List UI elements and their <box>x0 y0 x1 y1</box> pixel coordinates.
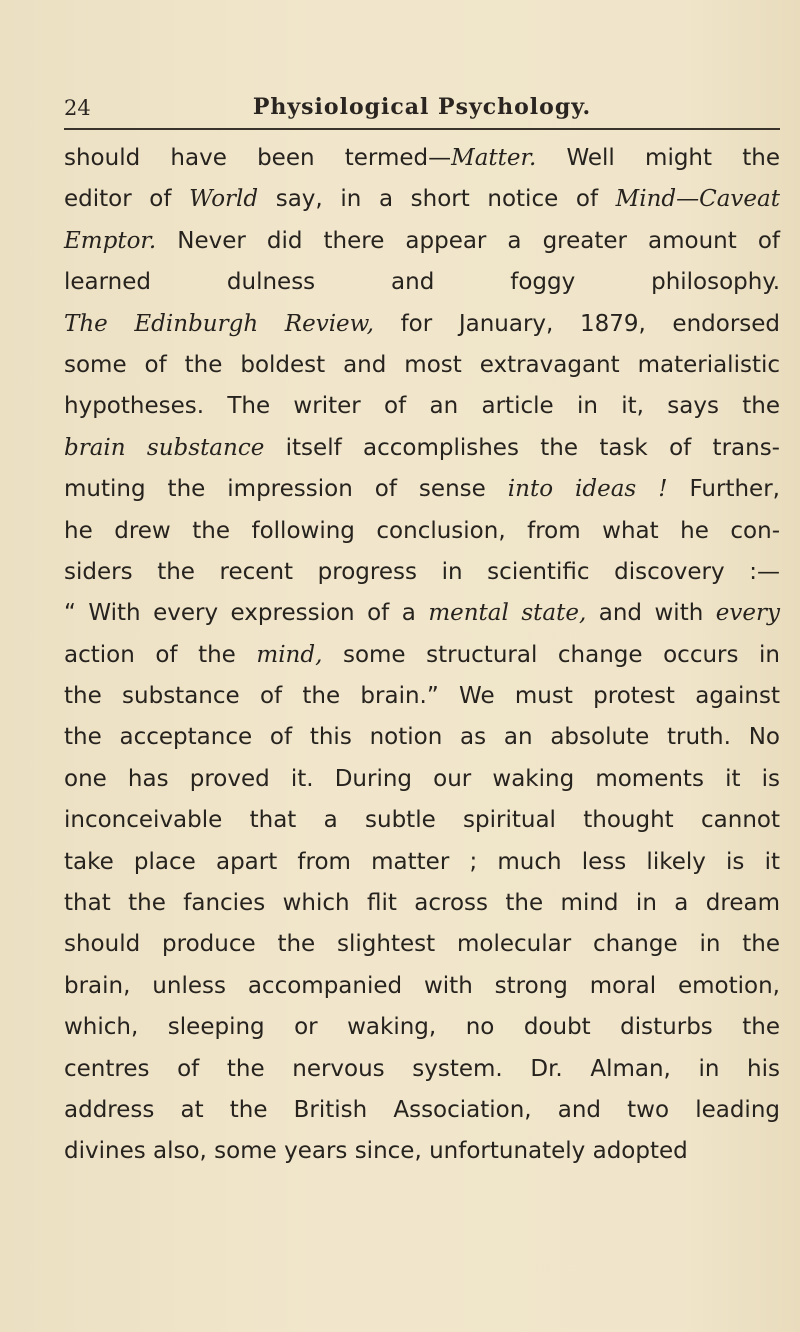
text-run: action of the <box>64 641 257 668</box>
text-run: take place apart from matter ; much less likely is it <box>64 848 780 875</box>
text-run: the substance of the brain.” We must protest against <box>64 683 780 710</box>
text-line <box>64 386 780 427</box>
text-run: the acceptance of this notion as an absolute truth. No <box>64 724 780 751</box>
text-line <box>64 842 780 883</box>
italic-run: every <box>715 600 780 627</box>
text-line <box>64 1131 780 1172</box>
text-run: “ With every expression of a <box>64 600 429 627</box>
text-line <box>64 1049 780 1090</box>
text-run: hypotheses. The writer of an article in it, says the <box>64 393 780 420</box>
italic-run: The Edinburgh Review, <box>64 310 374 337</box>
text-line <box>64 304 780 345</box>
text-run: he drew the following conclusion, from what he con- <box>64 517 780 544</box>
text-run: that the fancies which flit across the mind in a dream <box>64 890 780 917</box>
italic-run: brain substance <box>64 434 265 461</box>
text-line <box>64 221 780 262</box>
text-line <box>64 552 780 593</box>
text-line <box>64 262 780 303</box>
text-line <box>64 511 780 552</box>
text-line <box>64 179 780 220</box>
italic-run: Emptor. <box>64 227 157 254</box>
header-rule <box>64 128 780 130</box>
text-run: say, in a short notice of <box>258 186 616 213</box>
italic-run: Mind—Caveat <box>615 186 780 213</box>
text-line <box>64 717 780 758</box>
text-run: brain, unless accompanied with strong moral emotion, <box>64 972 780 999</box>
text-run: muting the impression of sense <box>64 476 508 503</box>
running-head <box>64 96 780 136</box>
text-line <box>64 966 780 1007</box>
text-line <box>64 345 780 386</box>
text-line <box>64 1007 780 1048</box>
text-run: and with <box>586 600 716 627</box>
text-run: itself accomplishes the task of trans- <box>264 434 780 461</box>
text-line <box>64 428 780 469</box>
running-title: Physiological Psychology. <box>252 94 592 120</box>
text-run: learned dulness and foggy philosophy. <box>64 269 780 296</box>
text-run: some of the boldest and most extravagant materialistic <box>64 351 780 378</box>
italic-run: mental state, <box>428 600 587 627</box>
text-line <box>64 800 780 841</box>
text-run: Well might the <box>536 145 780 171</box>
text-line <box>64 593 780 634</box>
text-line <box>64 469 780 510</box>
text-run: for January, 1879, endorsed <box>373 310 781 337</box>
text-run: divines also, some years since, unfortunately adopted <box>64 1138 688 1165</box>
text-run: which, sleeping or waking, no doubt disturbs the <box>64 1014 780 1041</box>
text-line <box>64 759 780 800</box>
text-run: one has proved it. During our waking moments it is <box>64 765 780 792</box>
text-line <box>64 138 780 179</box>
text-line <box>64 1090 780 1131</box>
italic-run: World <box>189 186 259 213</box>
text-run: Never did there appear a greater amount of <box>156 227 780 254</box>
text-line <box>64 924 780 965</box>
text-run: should have been termed— <box>64 145 452 171</box>
body-text <box>64 138 780 1173</box>
text-run: editor of <box>64 186 190 213</box>
italic-run: into ideas ! <box>507 476 668 503</box>
text-run: Further, <box>667 476 780 503</box>
italic-run: mind, <box>256 641 323 668</box>
text-run: centres of the nervous system. Dr. Alman, in his <box>64 1055 780 1082</box>
italic-run: Matter. <box>451 145 537 171</box>
text-line <box>64 883 780 924</box>
text-run: inconceivable that a subtle spiritual thought cannot <box>64 807 780 834</box>
page-number: 24 <box>64 96 91 120</box>
text-run: some structural change occurs in <box>322 641 780 668</box>
text-run: address at the British Association, and two leading <box>64 1096 780 1123</box>
text-line <box>64 676 780 717</box>
text-run: siders the recent progress in scientific discovery :— <box>64 558 780 585</box>
text-line <box>64 635 780 676</box>
text-run: should produce the slightest molecular change in the <box>64 931 780 958</box>
